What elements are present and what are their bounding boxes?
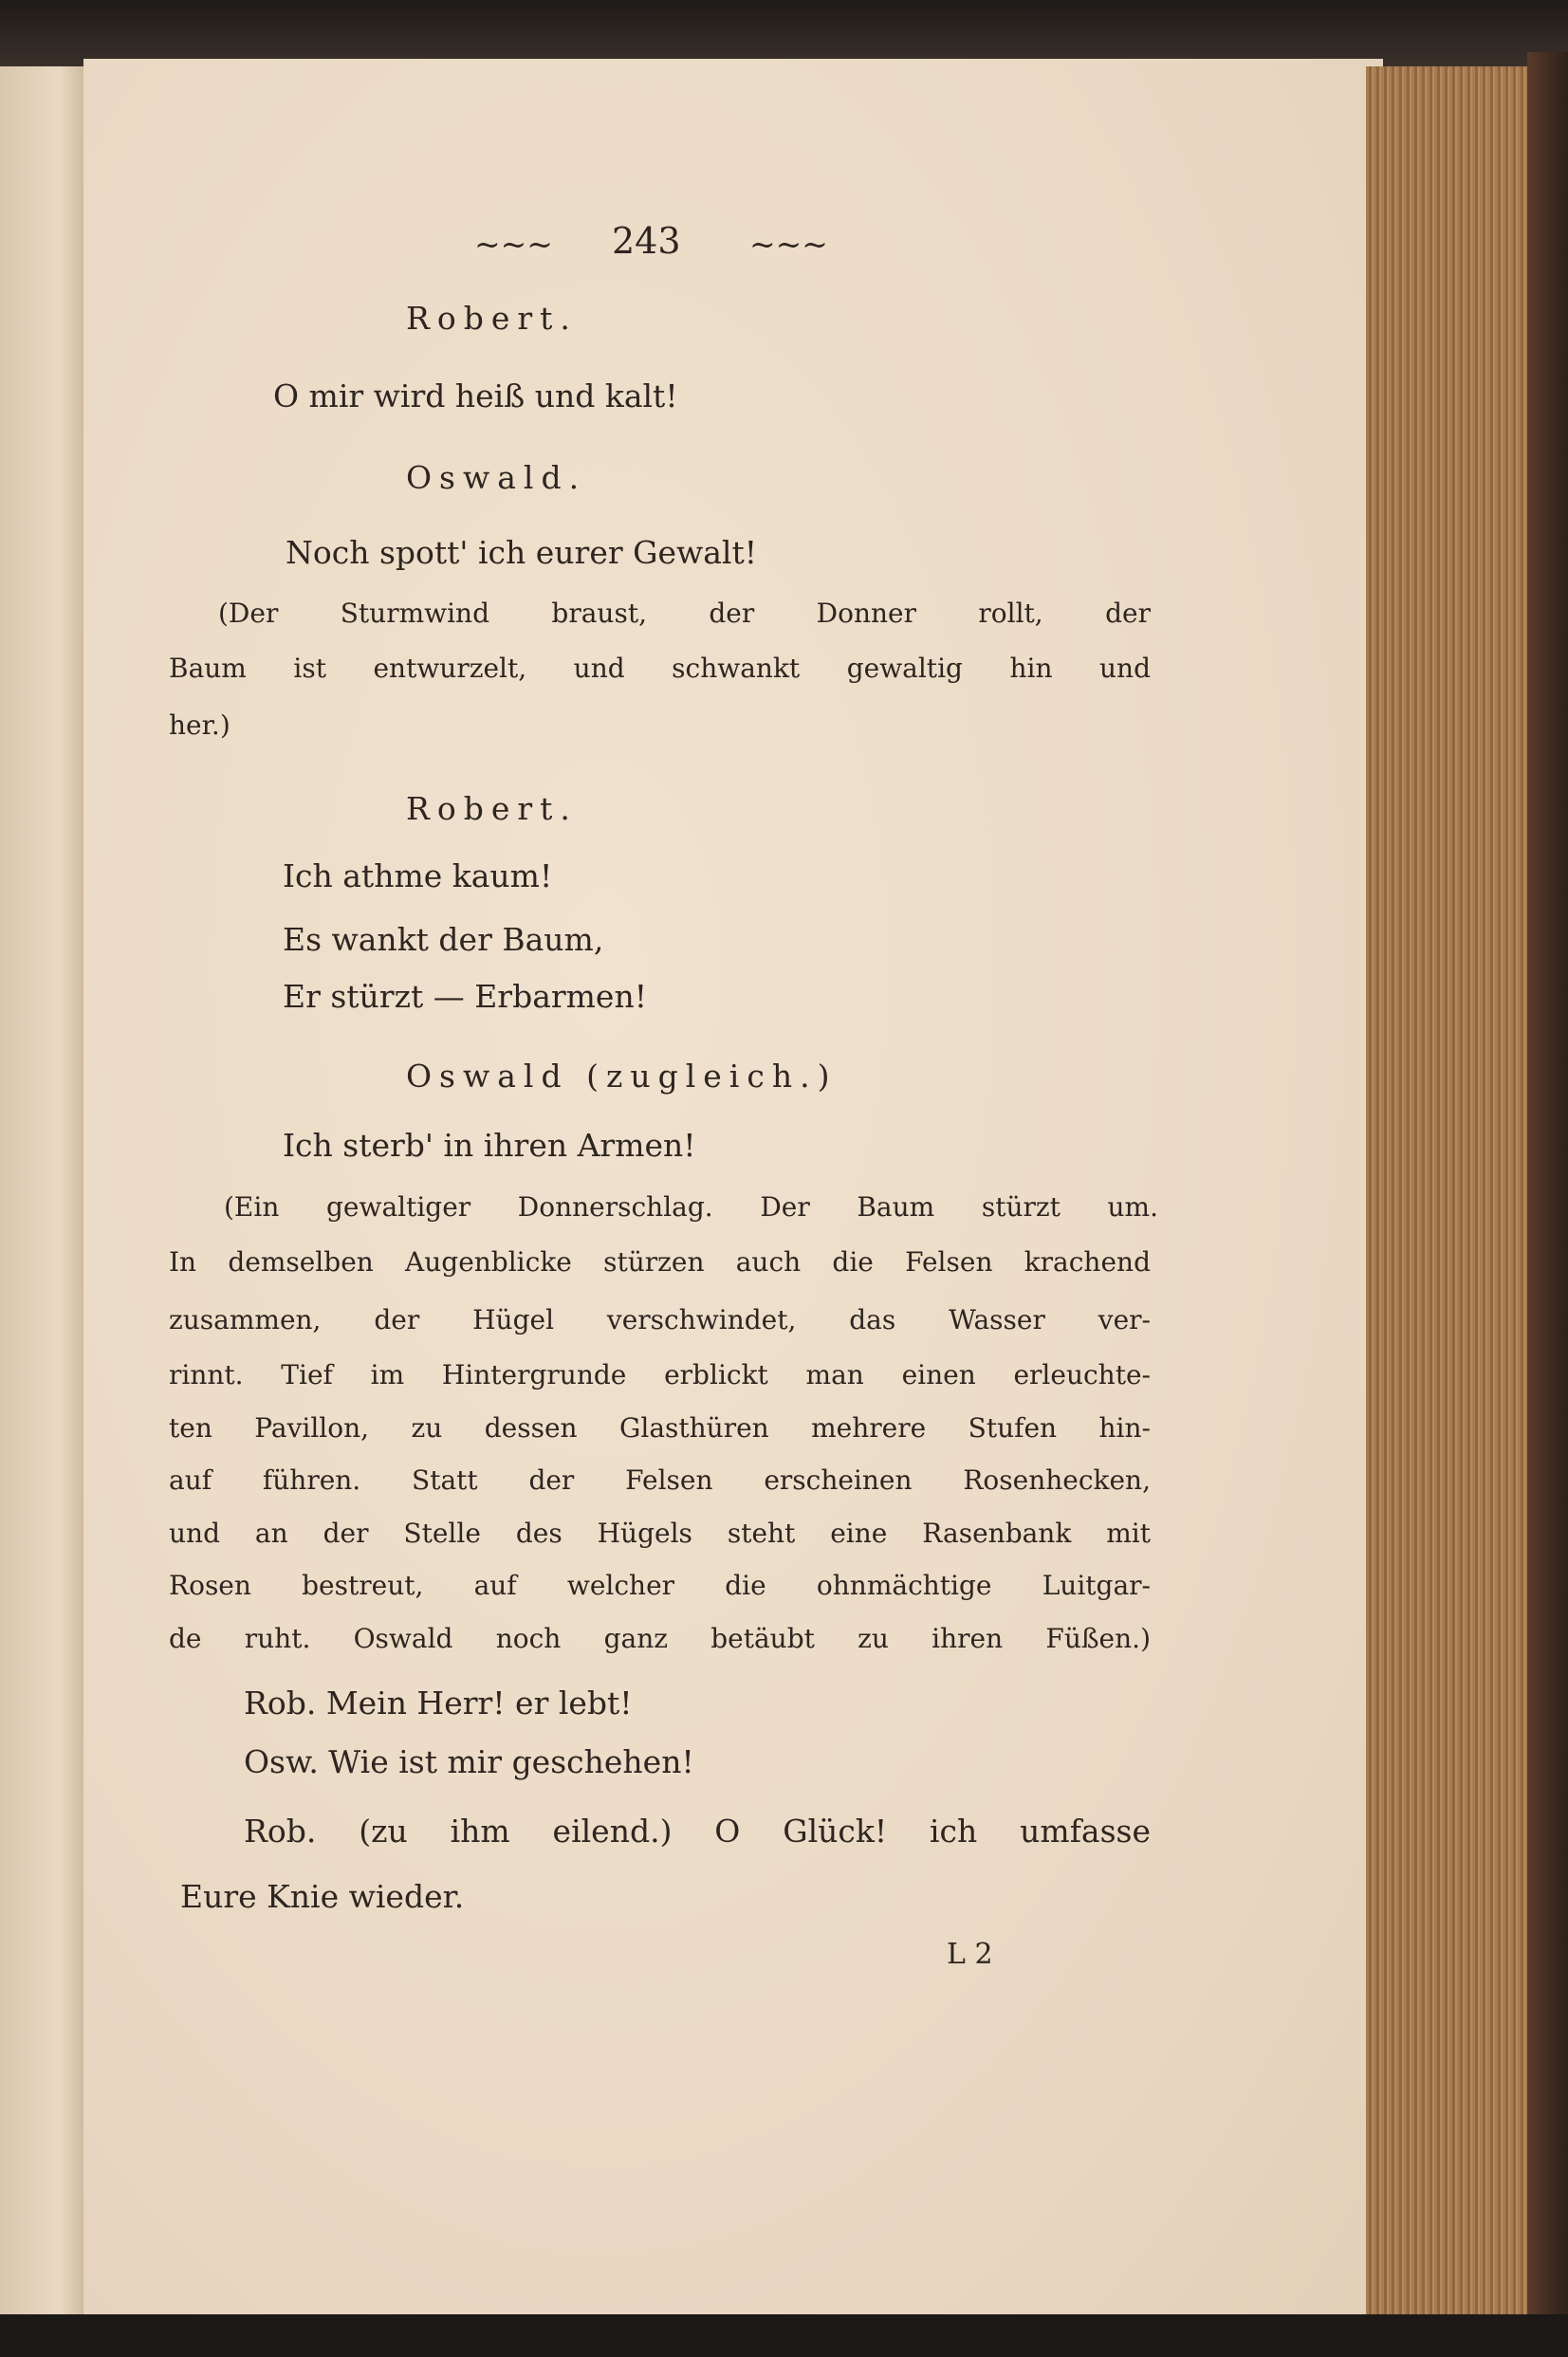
stage-direction-line: auf führen. Statt der Felsen erscheinen Rosenhecken, bbox=[169, 1464, 1151, 1496]
page-ornament-left: ~~~ bbox=[474, 226, 553, 263]
speaker-name: Oswald (zugleich.) bbox=[406, 1058, 838, 1095]
page-fore-edges bbox=[1366, 66, 1527, 2324]
dialogue-line: Osw. Wie ist mir geschehen! bbox=[244, 1743, 694, 1780]
stage-direction-line: ten Pavillon, zu dessen Glasthüren mehrere Stufen hin- bbox=[169, 1412, 1151, 1444]
verse-line: Ich athme kaum! bbox=[283, 857, 553, 894]
stage-direction-line: de ruht. Oswald noch ganz betäubt zu ihren Füßen.) bbox=[169, 1623, 1151, 1654]
speaker-name: Oswald. bbox=[406, 459, 587, 496]
stage-direction-line: In demselben Augenblicke stürzen auch die Felsen krachend bbox=[169, 1246, 1151, 1278]
page-ornament-right: ~~~ bbox=[749, 226, 828, 263]
stage-direction-line: Baum ist entwurzelt, und schwankt gewaltig hin und bbox=[169, 653, 1151, 684]
book-cover-right bbox=[1527, 52, 1568, 2329]
dialogue-line: Rob. Mein Herr! er lebt! bbox=[244, 1685, 633, 1722]
stage-direction-line: und an der Stelle des Hügels steht eine Rasenbank mit bbox=[169, 1518, 1151, 1549]
verse-line: Ich sterb' in ihren Armen! bbox=[283, 1127, 696, 1164]
stage-direction-line: zusammen, der Hügel verschwindet, das Wasser ver- bbox=[169, 1304, 1151, 1335]
verse-line: Es wankt der Baum, bbox=[283, 921, 604, 958]
book-cover-bottom bbox=[0, 2314, 1568, 2357]
signature-mark: L 2 bbox=[947, 1938, 993, 1971]
stage-direction-line: rinnt. Tief im Hintergrunde erblickt man einen erleuchte- bbox=[169, 1359, 1151, 1390]
book-cover-top bbox=[0, 0, 1568, 66]
page-number: 243 bbox=[612, 220, 681, 262]
stage-direction-line: (Der Sturmwind braust, der Donner rollt, der bbox=[218, 598, 1151, 629]
verse-line: Er stürzt — Erbarmen! bbox=[283, 978, 647, 1015]
dialogue-line: Eure Knie wieder. bbox=[180, 1878, 465, 1915]
stage-direction-line: Rosen bestreut, auf welcher die ohnmächtige Luitgar- bbox=[169, 1570, 1151, 1601]
speaker-name: Robert. bbox=[406, 300, 578, 337]
stage-direction-line: (Ein gewaltiger Donnerschlag. Der Baum stürzt um. bbox=[224, 1191, 1158, 1223]
verse-line: Noch spott' ich eurer Gewalt! bbox=[286, 534, 757, 571]
speaker-name: Robert. bbox=[406, 790, 578, 827]
verse-line: O mir wird heiß und kalt! bbox=[273, 377, 678, 414]
previous-page-edge bbox=[0, 66, 85, 2324]
dialogue-line: Rob. (zu ihm eilend.) O Glück! ich umfasse bbox=[244, 1813, 1151, 1850]
stage-direction-line: her.) bbox=[169, 709, 231, 741]
